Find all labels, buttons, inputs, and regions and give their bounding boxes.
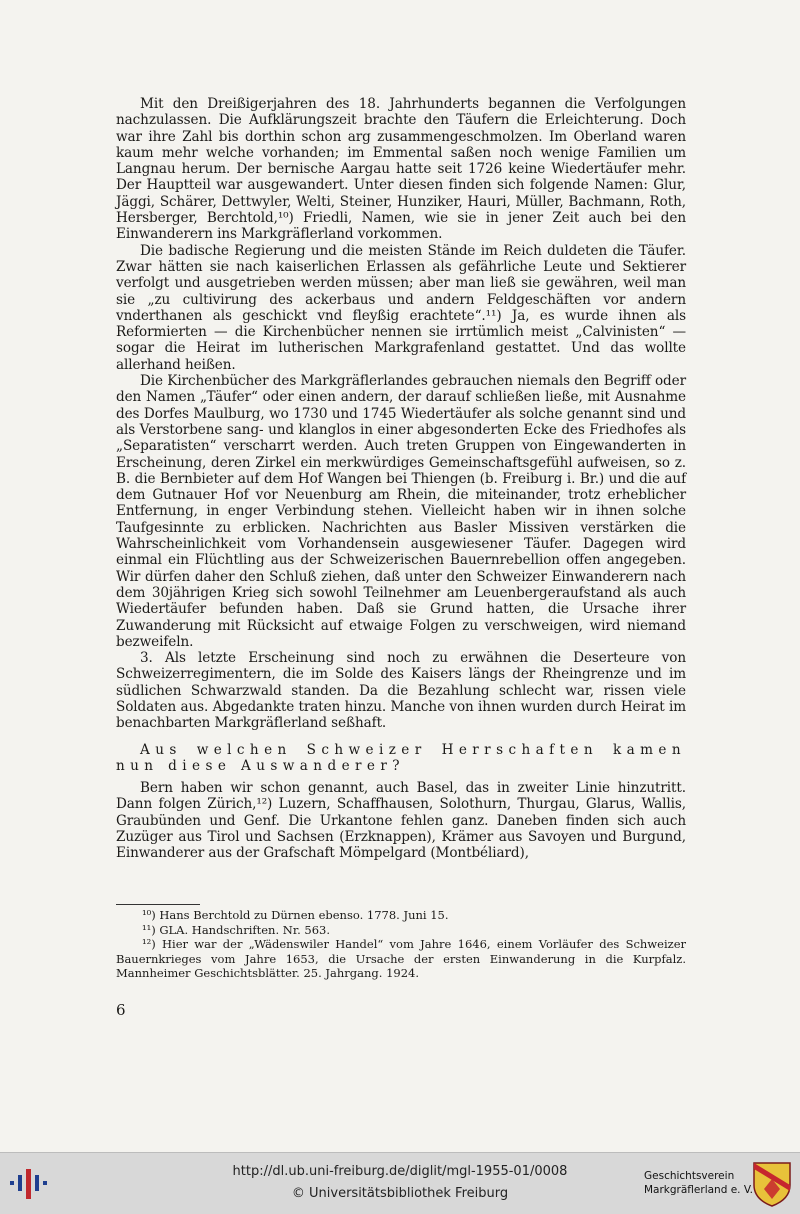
paragraph-1: Mit den Dreißigerjahren des 18. Jahrhunderts begannen die Verfolgungen nachzulassen. Die Aufklärungszeit brachte den Täufern die Erleichterung. Doch war ihre Zahl bis dorthin schon arg zusammengeschmolzen. Im Oberland waren kaum mehr welche vorhanden; im Emmental saßen noch wenige Familien um Langnau herum. Der bernische Aargau hatte seit 1726 keine Wiedertäufer mehr. Der Hauptteil war ausgewandert. Unter diesen finden sich folgende Namen: Glur, Jäggi, Schärer, Dettwyler, Welti, Steiner, Hunziker, Hauri, Müller, Bachmann, Roth, Hersberger, Berchtold,¹⁰) Friedli, Namen, wie sie in jener Zeit auch bei den Einwanderern ins Markgräflerland vorkommen. [116, 96, 686, 243]
footnote-11: ¹¹) GLA. Handschriften. Nr. 563. [142, 922, 330, 937]
paragraph-3: Die Kirchenbücher des Markgräflerlandes gebrauchen niemals den Begriff oder den Namen „Täufer“ oder einen andern, der darauf schließen ließe, mit Ausnahme des Dorfes Maulburg, wo 1730 und 1745 Wiedertäufer als solche genannt sind und als Verstorbene sang- und klanglos in einer abgesonderten Ecke des Friedhofes als „Separatisten“ verscharrt werden. Auch treten Gruppen von Eingewanderten in Erscheinung, deren Zirkel ein merkwürdiges Gemeinschaftsgefühl aufweisen, so z. B. die Bernbieter auf dem Hof Wangen bei Thiengen (b. Freiburg i. Br.) und die auf dem Gutnauer Hof vor Neuenburg am Rhein, die miteinander, trotz erheblicher Entfernung, in enger Verbindung stehen. Vielleicht haben wir in ihnen solche Taufgesinnte zu erblicken. Nachrichten aus Basler Missiven verstärken die Wahrscheinlichkeit vom Vorhandensein ausgewiesener Täufer. Dagegen wird einmal ein Flüchtling aus der Schweizerischen Bauernrebellion offen angegeben. Wir dürfen daher den Schluß ziehen, daß unter den Schweizer Einwanderern nach dem 30jährigen Krieg sich sowohl Teilnehmer am Leuenbergeraufstand als auch Wiedertäufer befunden haben. Daß sie Grund hatten, die Ursache ihrer Zuwanderung mit Rücksicht auf etwaige Folgen zu verschweigen, wird niemand bezweifeln. [116, 373, 686, 650]
paragraph-2: Die badische Regierung und die meisten Stände im Reich duldeten die Täufer. Zwar hätten sie nach kaiserlichen Erlassen als gefährliche Leute und Sektierer verfolgt und ausgetrieben werden müssen; aber man ließ sie gewähren, weil man sie „zu cultivirung des ackerbaus und andern Feldgeschäften vor andern vnderthanen als geschickt vnd fleyßig erachtete“.¹¹) Ja, es wurde ihnen als Reformierten — die Kirchenbücher nennen sie irrtümlich meist „Calvinisten“ — sogar die Heirat im lutherischen Markgrafenland gestattet. Und das wollte allerhand heißen. [116, 242, 686, 373]
permalink-url[interactable]: http://dl.ub.uni-freiburg.de/diglit/mgl-1955-01/0008 [232, 1164, 568, 1179]
footnote-10: ¹⁰) Hans Berchtold zu Dürnen ebenso. 1778. Juni 15. [142, 908, 449, 922]
section-heading: Aus welchen Schweizer Herrschaften kamen nun diese Auswanderer? [116, 741, 686, 774]
paragraph-4: 3. Als letzte Erscheinung sind noch zu erwähnen die Deserteure von Schweizerregimentern, die im Solde des Kaisers längs der Rheingrenze und im südlichen Schwarzwald standen. Da die Bezahlung schlecht war, rissen viele Soldaten aus. Abgedankte traten hinzu. Manche von ihnen wurden durch Heirat im benachbarten Markgräflerland seßhaft. [116, 650, 686, 732]
body-text [116, 96, 686, 862]
copyright-text: © Universitätsbibliothek Freiburg [291, 1186, 509, 1201]
page-number: 6 [116, 1001, 126, 1019]
society-crest-icon[interactable] [752, 1161, 792, 1207]
society-name-line1: Geschichtsverein [644, 1170, 735, 1182]
footnote-12: ¹²) Hier war der „Wädenswiler Handel“ vom Jahre 1646, einem Vorläufer des Schweizer Bauernkrieges vom Jahre 1653, die Ursache der ersten Einwanderung in die Kurpfalz. Mannheimer Geschichtsblätter. 25. Jahrgang. 1924. [116, 937, 686, 981]
paragraph-5: Bern haben wir schon genannt, auch Basel, das in zweiter Linie hinzutritt. Dann folgen Zürich,¹²) Luzern, Schaffhausen, Solothurn, Thurgau, Glarus, Wallis, Graubünden und Genf. Die Urkantone fehlen ganz. Daneben finden sich auch Zuzüger aus Tirol und Sachsen (Erzknappen), Krämer aus Savoyen und Burgund, Einwanderer aus der Grafschaft Mömpelgard (Montbéliard), [116, 780, 686, 862]
society-name [644, 1169, 753, 1197]
footnote-rule [116, 904, 200, 905]
society-name-line2: Markgräflerland e. V. [644, 1184, 754, 1196]
footnotes [116, 908, 686, 981]
viewer-footer [0, 1152, 800, 1214]
